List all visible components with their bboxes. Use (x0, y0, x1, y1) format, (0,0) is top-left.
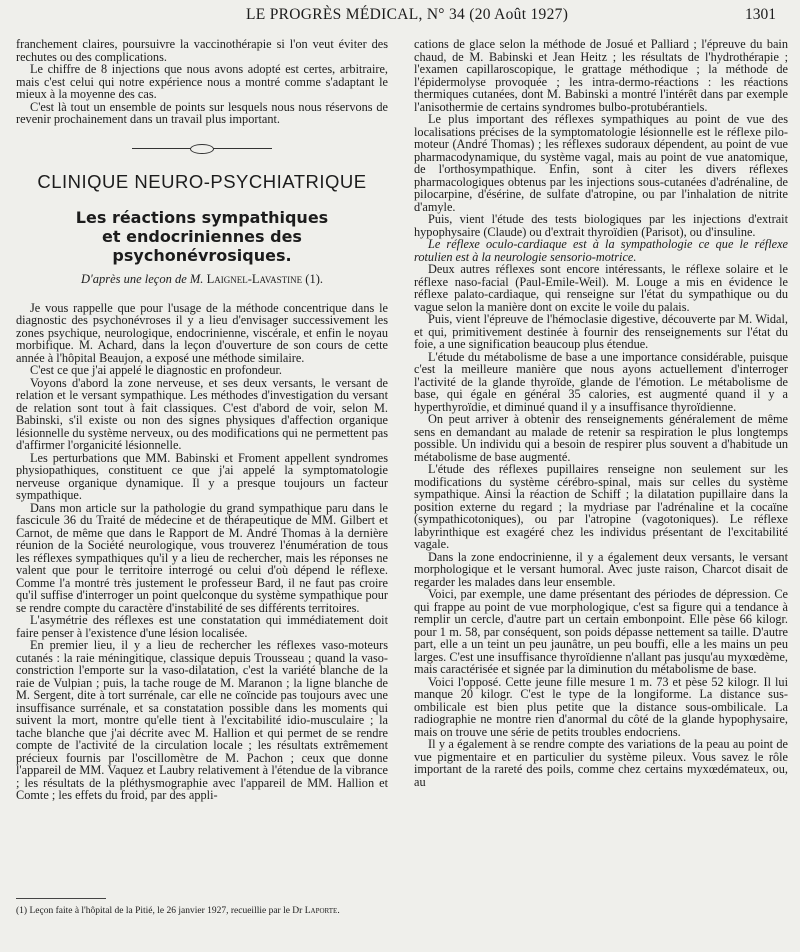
body-paragraph: L'étude des réflexes pupillaires renseigne non seulement sur les modifications du système cérébro-spinal, mais sur celles du système sympathique. Ainsi la réaction de Schiff ; la dilatation pupillaire dans la position externe du regard ; la mydriase par l'adrénaline et la cocaïne (sympathicotoniques), ou par l'atropine (vagotoniques). Le réflexe labyrinthique est exagéré chez les individus présentant de l'excitabilité vagale. (414, 462, 788, 551)
page-number: 1301 (745, 6, 776, 23)
footnote-text: (1) Leçon faite à l'hôpital de la Pitié, le 26 janvier 1927, recueillie par le Dr (16, 906, 303, 916)
body-paragraph: Les perturbations que MM. Babinski et Froment appellent syndromes physiopathiques, constituent ce que j'ai appelé la symptomatologie nerveuse organique dynamique. Il y a presque toujours un facteur sympathique. (16, 450, 388, 502)
byline (16, 273, 388, 286)
byline-prefix: D'après une leçon de M. (81, 272, 204, 286)
body-paragraph: Le réflexe oculo-cardiaque est à la sympathologie ce que le réflexe rotulien est à la neurologie sensorio-motrice. (414, 237, 788, 264)
footnote-author: Laporte. (304, 906, 340, 916)
left-column (16, 38, 388, 802)
byline-note: (1). (305, 272, 323, 286)
body-paragraph: Voici l'opposé. Cette jeune fille mesure 1 m. 73 et pèse 52 kilogr. Il lui manque 20 kilogr. C'est le type de la longiforme. La distance sus-ombilicale est bien plus petite que la distance sous-ombilicale. La radiographie ne montre rien d'anormal du côté de la glande hypophysaire, mais on trouve une série de petits troubles endocriens. (414, 674, 788, 739)
article-title (16, 208, 388, 265)
body-paragraph: Voici, par exemple, une dame présentant des périodes de dépression. Ce qui frappe au point de vue morphologique, c'est sa figure qui a tendance à remplir un cercle, d'autre part un certain embonpoint. Elle pèse 66 kilogr. pour 1 m. 58, par conséquent, son poids dépasse nettement sa taille. D'autre part, elle a un teint un peu jaunâtre, un peu bouffi, elle a les mains un peu larges. C'est une insuffisance thyroïdienne n'allant pas jusqu'au myxœdème, mais caractérisée et signée par la diminution du métabolisme de base. (414, 587, 788, 676)
body-paragraph: cations de glace selon la méthode de Josué et Palliard ; l'épreuve du bain chaud, de M. Babinski et Jean Heitz ; les résultats de l'hydrothérapie ; l'examen capillaroscopique, le grattage méthodique ; la méthode de l'épidermolyse provoquée ; les intra-dermo-réactions : les réactions thermiques cutanées, dont M. Babinski a montré l'intérêt dans par exemple l'anisothermie de certains syndromes bulbo-protubérantiels. (414, 37, 788, 114)
body-paragraph: Deux autres réflexes sont encore intéressants, le réflexe solaire et le réflexe naso-facial (Paul-Emile-Weil). M. Louge a mis en évidence le réflexe palato-cardiaque, qui renseigne sur l'état du sympathique ou du vague selon la manière dont on excite le voile du palais. (414, 262, 788, 314)
right-column (414, 38, 788, 788)
body-paragraph: Le plus important des réflexes sympathiques au point de vue des localisations précises de la symptomatologie lésionnelle est le réflexe pilo-moteur (André Thomas) ; les réflexes sudoraux dépendent, au point de vue pharmacodynamique, du système vagal, mais au point de vue anatomique, de l'orthosympathique. Enfin, sont à citer les divers réflexes pharmacologiques obtenus par les injections sous-cutanées d'adrénaline, de pilocarpine, d'ésérine, de sulfate d'atropine, ou par l'inhalation de nitrite d'amyle. (414, 112, 788, 214)
intro-paragraph: franchement claires, poursuivre la vaccinothérapie si l'on veut éviter des rechutes ou des complications. (16, 37, 388, 64)
body-paragraph: Je vous rappelle que pour l'usage de la méthode concentrique dans le diagnostic des psychonévroses il y a lieu d'envisager successivement les zones psychique, neurologique, endocrinienne, viscérale, et enfin le noyau morbifique. M. Achard, dans la leçon d'ouverture de son cours de cette année à l'hôpital Beaujon, a exposé une méthode similaire. (16, 300, 388, 365)
byline-author: Laignel-Lavastine (206, 272, 303, 286)
intro-paragraph: C'est là tout un ensemble de points sur lesquels nous nous réservons de revenir prochainement dans un travail plus important. (16, 99, 388, 126)
article-title-line: Les réactions sympathiques (75, 208, 329, 227)
section-divider-ornament (132, 144, 272, 154)
body-paragraph: En premier lieu, il y a lieu de rechercher les réflexes vaso-moteurs cutanés : la raie méningitique, classique depuis Trousseau ; quand la vaso-constriction l'emporte sur la vaso-dilatation, c'est la variété blanche de la raie de Vulpian ; puis, la tache rouge de M. Maranon ; la ligne blanche de M. Sergent, dite à tort surrénale, car elle ne coïncide pas toujours avec une insuffisance surrénale, et sa constatation possible dans les moments qui suivent la mort, montre qu'elle tient à l'excitabilité idio-musculaire ; la tache blanche que j'ai décrite avec M. Hallion et qui permet de se rendre compte de l'activité de la circulation locale ; les résultats extrêmement précieux fournis par l'oscillomètre de M. Pachon ; ceux que donne l'appareil de MM. Vaquez et Laubry relativement à l'étendue de la vibrance ; les résultats de la pléthysmographie avec l'appareil de MM. Hallion et Comte ; les effets du froid, par des appli- (16, 638, 388, 802)
section-heading: CLINIQUE NEURO-PSYCHIATRIQUE (37, 170, 367, 192)
body-paragraph: L'étude du métabolisme de base a une importance considérable, puisque c'est la meilleure manière que nous ayons actuellement d'interroger l'activité de la glande thyroïde, glande de l'émotion. Le métabolisme de base, qui égale en général 35 calories, est augmenté quand il y a hyperthyroïdie, et diminué quand il y a insuffisance thyroïdienne. (414, 349, 788, 414)
body-paragraph: Dans la zone endocrinienne, il y a également deux versants, le versant morphologique et le versant humoral. Avec juste raison, Charcot disait de regarder les malades dans leur ensemble. (414, 549, 788, 589)
journal-title: LE PROGRÈS MÉDICAL, N° 34 (20 Août 1927) (246, 6, 569, 23)
body-paragraph: Dans mon article sur la pathologie du grand sympathique paru dans le fascicule 36 du Traité de médecine et de thérapeutique de MM. Gilbert et Carnot, de même que dans le Rapport de M. André Thomas à la dernière réunion de la Société neurologique, vous trouverez l'énumération de tous les réflexes sympathiques qu'il y a lieu de rechercher, mais les réponses ne valent que pour le territoire interrogé ou celui d'où dépend le réflexe. Comme l'a montré très justement le professeur Bard, il ne faut pas croire qu'il suffise d'interroger un point quelconque du système sympathique pour se rendre compte du caractère d'instabilité de ses différents territoires. (16, 500, 388, 615)
body-paragraph: L'asymétrie des réflexes est une constatation qui immédiatement doit faire penser à l'existence d'une lésion localisée. (16, 613, 388, 640)
body-paragraph: On peut arriver à obtenir des renseignements généralement de même sens en demandant au malade de retenir sa respiration le plus longtemps possible. Un individu qui a besoin de respirer plus souvent a d'habitude un métabolisme de base augmenté. (414, 412, 788, 464)
page-header (0, 0, 800, 30)
intro-paragraph: Le chiffre de 8 injections que nous avons adopté est certes, arbitraire, mais c'est celui qui notre expérience nous a montré comme s'adaptant le mieux à la moyenne des cas. (16, 62, 388, 101)
body-paragraph: C'est ce que j'ai appelé le diagnostic en profondeur. (30, 363, 282, 377)
article-title-line: et endocriniennes des psychonévrosiques. (102, 227, 302, 265)
body-paragraph: Puis, vient l'étude des tests biologiques par les injections d'extrait hypophysaire (Claude) ou d'extrait thyroïdien (Parisot), ou d'insuline. (414, 212, 788, 239)
body-paragraph: Voyons d'abord la zone nerveuse, et ses deux versants, le versant de relation et le versant sympathique. Les méthodes d'investigation du versant de relation sont tout à fait classiques. C'est d'abord de voir, selon M. Babinski, s'il existe ou non des signes physiques d'affection organique lésionnelle du système nerveux, ou des modifications qui ne permettent pas d'affirmer l'organicité lésionnelle. (16, 375, 388, 452)
footnote (16, 906, 388, 917)
body-paragraph: Puis, vient l'épreuve de l'hémoclasie digestive, découverte par M. Widal, et qui, primitivement destinée à fournir des renseignements sur l'état du foie, a une signification beaucoup plus étendue. (414, 312, 788, 351)
body-paragraph: Il y a également à se rendre compte des variations de la peau au point de vue pigmentaire et en particulier du système pileux. Vous savez le rôle important de la rareté des poils, comme chez certains myxœdémateux, ou, au (414, 737, 788, 789)
